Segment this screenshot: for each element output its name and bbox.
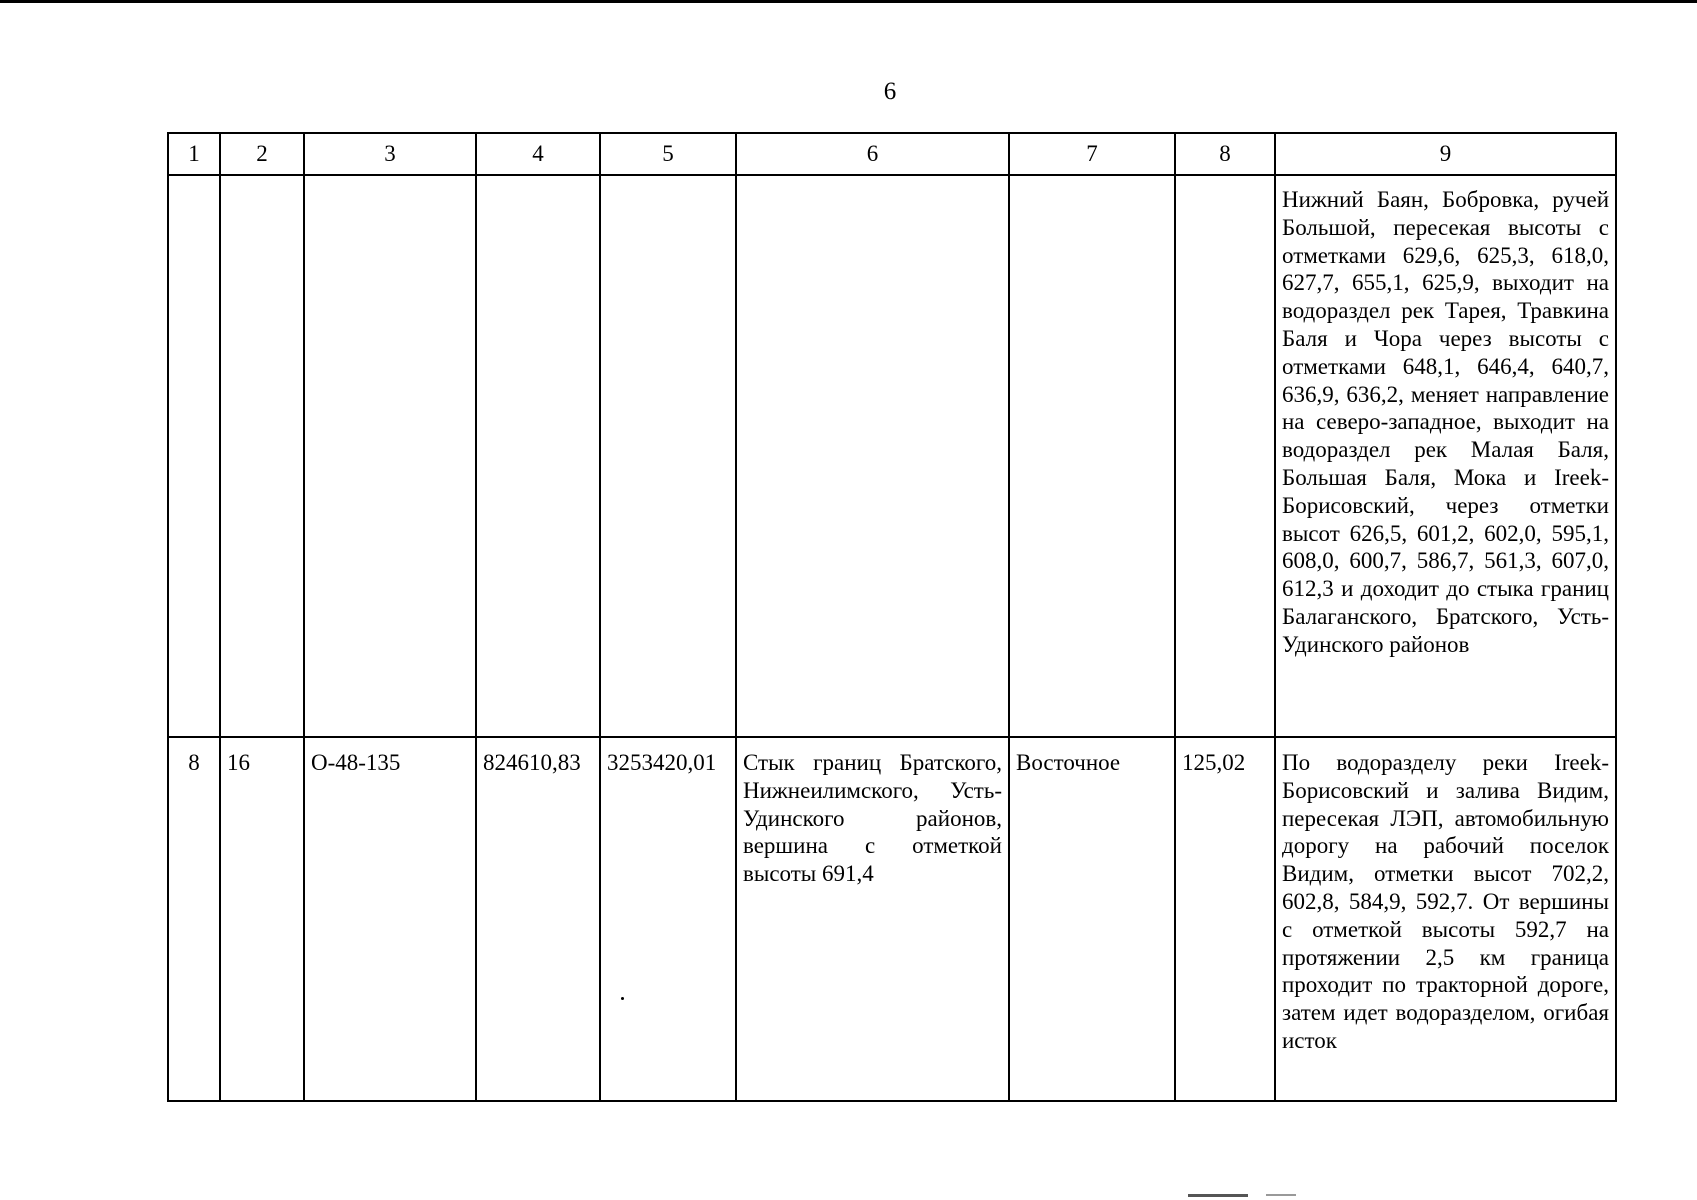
cell-description: Нижний Баян, Бобровка, ручей Большой, пересекая высоты с отметками 629,6, 625,3, 618,0, 627,7, 655,1, 625,9, выходит на водораздел рек Тарея, Травкина Баля и Чора через высоты с отметками 648,1, 646,4, 640,7, 636,9, 636,2, меняет направление на северо-западное, выходит на водораздел рек Малая Баля, Большая Баля, Мока и Ireek-Борисовский, через отметки высот 626,5, 601,2, 602,0, 595,1, 608,0, 600,7, 586,7, 561,3, 607,0, 612,3 и доходит до стыка границ Балаганского, Братского, Усть-Удинского районов [1275, 175, 1616, 737]
cell-length [1175, 175, 1275, 737]
cell-point [220, 175, 304, 737]
cell-location: Стык границ Братского, Нижнеилимского, Усть-Удинского районов, вершина с отметкой высоты 691,4 [736, 737, 1009, 1101]
cell-coord-y [600, 175, 736, 737]
cell-map-sheet: О-48-135 [304, 737, 476, 1101]
cell-number: 8 [168, 737, 220, 1101]
cell-point: 16 [220, 737, 304, 1101]
table-row [168, 737, 1616, 1101]
header-col-9: 9 [1275, 133, 1616, 175]
header-row [168, 133, 1616, 175]
header-col-6: 6 [736, 133, 1009, 175]
table-header [168, 133, 1616, 175]
header-col-4: 4 [476, 133, 600, 175]
cell-direction: Восточное [1009, 737, 1175, 1101]
boundary-table [167, 132, 1617, 1102]
top-border-line [0, 0, 1697, 3]
scan-artifact-line [1188, 1194, 1248, 1197]
cell-coord-y [600, 737, 736, 1101]
header-col-3: 3 [304, 133, 476, 175]
cell-coord-x: 824610,83 [476, 737, 600, 1101]
header-col-7: 7 [1009, 133, 1175, 175]
scan-artifact-line [1266, 1194, 1296, 1196]
cell-length: 125,02 [1175, 737, 1275, 1101]
cell-map-sheet [304, 175, 476, 737]
cell-location [736, 175, 1009, 737]
header-col-5: 5 [600, 133, 736, 175]
header-col-8: 8 [1175, 133, 1275, 175]
table-row [168, 175, 1616, 737]
scan-dot [621, 997, 624, 1000]
page-number: 6 [883, 78, 897, 105]
cell-description: По водоразделу реки Ireek-Борисовский и залива Видим, пересекая ЛЭП, автомобильную дорогу на рабочий поселок Видим, отметки высот 702,2, 602,8, 584,9, 592,7. От вершины с отметкой высоты 592,7 на протяжении 2,5 км граница проходит по тракторной дороге, затем идет водоразделом, огибая исток [1275, 737, 1616, 1101]
header-col-2: 2 [220, 133, 304, 175]
cell-number [168, 175, 220, 737]
header-col-1: 1 [168, 133, 220, 175]
cell-coord-y-text: 3253420,01 [607, 750, 717, 775]
cell-direction [1009, 175, 1175, 737]
cell-coord-x [476, 175, 600, 737]
